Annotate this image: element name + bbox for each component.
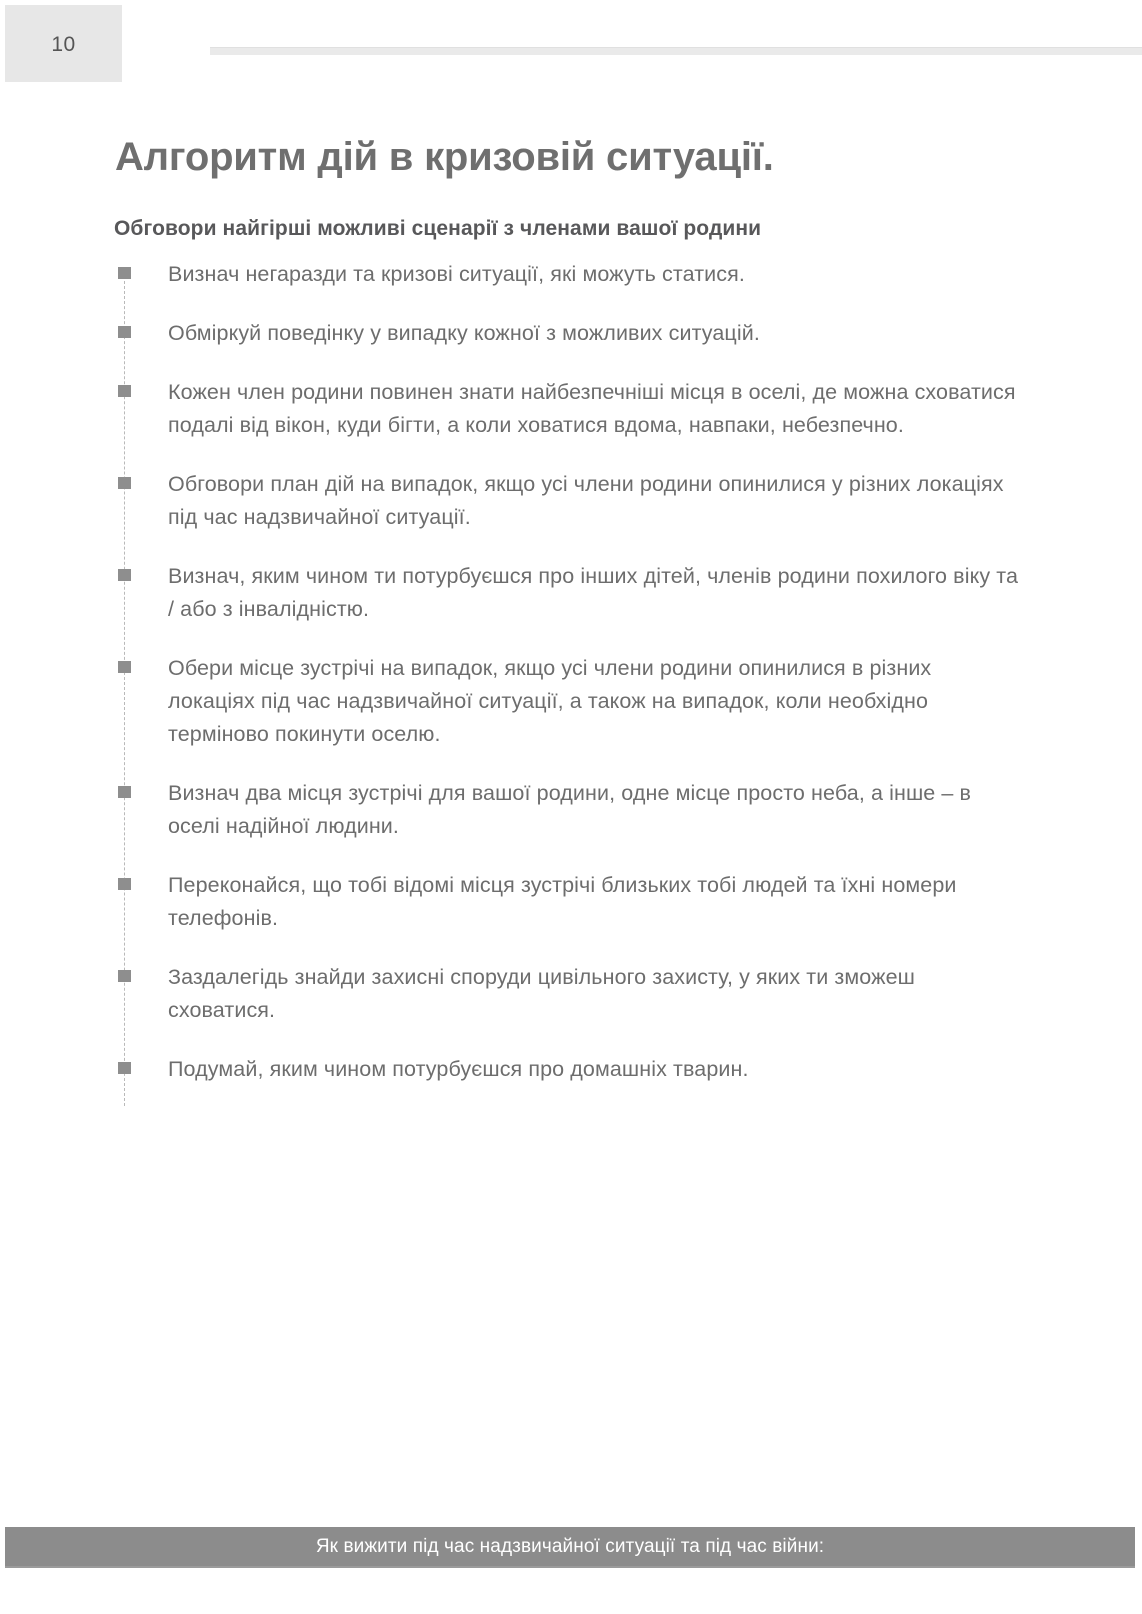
- square-bullet-icon: [118, 661, 131, 673]
- list-item: [118, 869, 1018, 935]
- list-item: [118, 560, 1018, 626]
- square-bullet-icon: [118, 326, 131, 338]
- footer-text: Як вижити під час надзвичайної ситуації та під час війни:: [315, 1536, 825, 1557]
- header-rule: [210, 47, 1142, 55]
- list-item: [118, 652, 1018, 751]
- list-item-text: Обговори план дій на випадок, якщо усі члени родини опинилися у різних локаціях під час надзвичайної ситуації.: [168, 472, 1004, 529]
- list-item-text: Переконайся, що тобі відомі місця зустрічі близьких тобі людей та їхні номери телефонів.: [168, 873, 957, 930]
- square-bullet-icon: [118, 267, 131, 279]
- list-item-text: Визнач негаразди та кризові ситуації, які можуть статися.: [168, 262, 745, 286]
- square-bullet-icon: [118, 1062, 131, 1074]
- page-number-box: [5, 5, 122, 82]
- list-item: [118, 961, 1018, 1027]
- list-item: [118, 1053, 1018, 1086]
- square-bullet-icon: [118, 477, 131, 489]
- footer-bar: [5, 1527, 1135, 1568]
- list-item-text: Визнач два місця зустрічі для вашої родини, одне місце просто неба, а інше – в оселі надійної людини.: [168, 781, 972, 838]
- list-item: [118, 468, 1018, 534]
- square-bullet-icon: [118, 878, 131, 890]
- page-number: 10: [51, 33, 76, 56]
- list-item: [118, 317, 1018, 350]
- list-item: [118, 376, 1018, 442]
- list-item-text: Подумай, яким чином потурбуєшся про домашніх тварин.: [168, 1057, 749, 1081]
- list-item: [118, 777, 1018, 843]
- list-item-text: Заздалегідь знайди захисні споруди цивільного захисту, у яких ти зможеш сховатися.: [168, 965, 915, 1022]
- list-item-text: Визнач, яким чином ти потурбуєшся про інших дітей, членів родини похилого віку та / або з інвалідністю.: [168, 564, 1019, 621]
- list-item-text: Обміркуй поведінку у випадку кожної з можливих ситуацій.: [168, 321, 760, 345]
- list-item-text: Кожен член родини повинен знати найбезпечніші місця в оселі, де можна сховатися подалі від вікон, куди бігти, а коли ховатися вдома, навпаки, небезпечно.: [168, 380, 1016, 437]
- square-bullet-icon: [118, 569, 131, 581]
- square-bullet-icon: [118, 786, 131, 798]
- square-bullet-icon: [118, 385, 131, 397]
- list-item: [118, 258, 1018, 291]
- bullet-list: [118, 258, 1018, 1112]
- page-title: Алгоритм дій в кризовій ситуації.: [115, 134, 774, 179]
- list-item-text: Обери місце зустрічі на випадок, якщо усі члени родини опинилися в різних локаціях під час надзвичайної ситуації, а також на випадок, коли необхідно терміново покинути оселю.: [168, 656, 932, 746]
- square-bullet-icon: [118, 970, 131, 982]
- section-subtitle: Обговори найгірші можливі сценарії з членами вашої родини: [114, 217, 762, 241]
